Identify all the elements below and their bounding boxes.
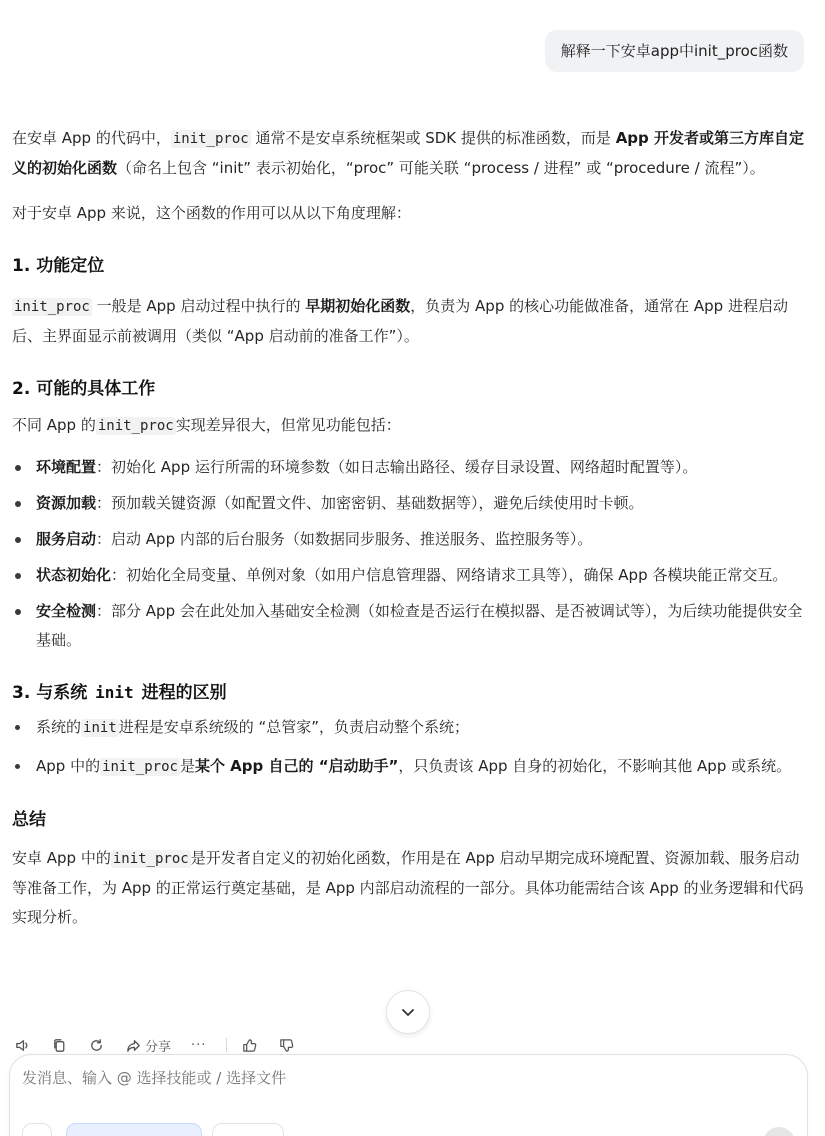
list-item-text: ：启动 App 内部的后台服务（如数据同步服务、推送服务、监控服务等）。 bbox=[96, 530, 593, 548]
skill-chip[interactable] bbox=[66, 1123, 202, 1136]
sec3-item2-c: ，只负责该 App 自身的初始化，不影响其他 App 或系统。 bbox=[398, 757, 792, 775]
list-item-text: ：部分 App 会在此处加入基础安全检测（如检查是否运行在模拟器、是否被调试等），为后续功能提供安全基础。 bbox=[36, 602, 803, 649]
speaker-icon bbox=[14, 1037, 31, 1054]
list-item bbox=[12, 489, 804, 518]
list-item-title: 环境配置 bbox=[36, 458, 97, 476]
message-composer bbox=[9, 1054, 808, 1136]
section-heading-1: 1. 功能定位 bbox=[12, 256, 105, 276]
user-message-bubble: 解释一下安卓app中init_proc函数 bbox=[545, 30, 804, 72]
list-item-title: 资源加载 bbox=[36, 494, 97, 512]
share-label: 分享 bbox=[145, 1039, 172, 1055]
section-3-list bbox=[12, 713, 804, 782]
message-input[interactable] bbox=[22, 1069, 762, 1087]
sec3-item2-code: init_proc bbox=[102, 759, 178, 775]
sec3-item2-bold: 某个 App 自己的 “启动助手” bbox=[194, 757, 399, 775]
regenerate-button[interactable] bbox=[88, 1034, 105, 1056]
sec3-item2-a: App 中的 bbox=[36, 757, 101, 775]
summary-code: init_proc bbox=[112, 851, 189, 867]
copy-icon bbox=[51, 1037, 68, 1054]
sec3-item1-code: init bbox=[83, 720, 117, 736]
section-heading-3 bbox=[12, 679, 804, 707]
section-1-paragraph bbox=[12, 292, 804, 351]
thumbs-up-icon bbox=[241, 1037, 258, 1054]
list-item bbox=[12, 752, 804, 782]
sec3-title-b: 进程的区别 bbox=[135, 683, 227, 703]
chevron-down-icon bbox=[399, 1003, 417, 1021]
intro-text-a: 在安卓 App 的代码中， bbox=[12, 129, 171, 147]
sec1-bold: 早期初始化函数 bbox=[305, 297, 411, 315]
summary-text-a: 安卓 App 中的 bbox=[12, 849, 111, 867]
sec3-item1-a: 系统的 bbox=[36, 718, 82, 736]
more-icon: ··· bbox=[191, 1037, 207, 1053]
message-actions-bar bbox=[14, 1034, 315, 1056]
list-item bbox=[12, 713, 804, 743]
answer-intro bbox=[12, 124, 804, 183]
share-button[interactable] bbox=[125, 1034, 171, 1056]
share-icon bbox=[125, 1037, 142, 1054]
list-item bbox=[12, 525, 804, 554]
attach-button[interactable] bbox=[22, 1123, 52, 1136]
list-item-text: ：初始化 App 运行所需的环境参数（如日志输出路径、缓存目录设置、网络超时配置等）。 bbox=[96, 458, 698, 476]
intro-text-b: 通常不是安卓系统框架或 SDK 提供的标准函数，而是 bbox=[250, 129, 616, 147]
list-item bbox=[12, 453, 804, 482]
sec3-item2-b: 是 bbox=[179, 757, 195, 775]
intro-bold: App 开发者或第三方库自定义的初始化函数 bbox=[12, 129, 804, 177]
list-item-text: ：初始化全局变量、单例对象（如用户信息管理器、网络请求工具等），确保 App 各模块能正常交互。 bbox=[111, 566, 788, 584]
actions-divider bbox=[226, 1038, 227, 1052]
copy-button[interactable] bbox=[51, 1034, 68, 1056]
summary-text-b: 是开发者自定义的初始化函数，作用是在 App 启动早期完成环境配置、资源加载、服务启动等准备工作，为 App 的正常运行奠定基础，是 App 内部启动流程的一部分。具体功能需结合该 App 的业务逻辑和代码实现分析。 bbox=[12, 849, 804, 926]
list-item-text: ：预加载关键资源（如配置文件、加密密钥、基础数据等），避免后续使用时卡顿。 bbox=[96, 494, 644, 512]
sec2-intro-code: init_proc bbox=[97, 418, 174, 434]
sec2-intro-b: 实现差异很大，但常见功能包括： bbox=[175, 416, 401, 434]
sec3-title-a: 3. 与系统 bbox=[12, 683, 94, 703]
list-item-title: 状态初始化 bbox=[36, 566, 112, 584]
option-chip[interactable] bbox=[212, 1123, 284, 1136]
sec1-text-b: ，负责为 App 的核心功能做准备，通常在 App 进程启动后、主界面显示前被调用（类似 “App 启动前的准备工作”）。 bbox=[12, 297, 788, 345]
like-button[interactable] bbox=[241, 1034, 258, 1056]
list-item bbox=[12, 597, 804, 655]
intro-text-c: （命名上包含 “init” 表示初始化，“proc” 可能关联 “process / 进程” 或 “procedure / 流程”）。 bbox=[117, 159, 765, 177]
sec1-code: init_proc bbox=[14, 299, 90, 315]
assistant-answer bbox=[12, 124, 804, 932]
section-heading-2: 2. 可能的具体工作 bbox=[12, 379, 156, 399]
dislike-button[interactable] bbox=[278, 1034, 295, 1056]
sec3-item1-b: 进程是安卓系统级的 “总管家”，负责启动整个系统； bbox=[118, 718, 470, 736]
regenerate-icon bbox=[88, 1037, 105, 1054]
summary-heading: 总结 bbox=[12, 810, 46, 830]
summary-paragraph bbox=[12, 844, 804, 932]
sec3-title-code: init bbox=[95, 683, 134, 702]
more-button[interactable] bbox=[191, 1034, 206, 1056]
answer-lead: 对于安卓 App 来说，这个函数的作用可以从以下角度理解： bbox=[12, 204, 411, 222]
intro-code: init_proc bbox=[172, 131, 249, 147]
sec2-intro-a: 不同 App 的 bbox=[12, 416, 96, 434]
send-button[interactable] bbox=[763, 1127, 795, 1136]
scroll-to-bottom-button[interactable] bbox=[386, 990, 430, 1034]
sec1-text-a: 一般是 App 启动过程中执行的 bbox=[91, 297, 306, 315]
list-item-title: 安全检测 bbox=[36, 602, 97, 620]
section-2-list bbox=[12, 453, 804, 655]
list-item-title: 服务启动 bbox=[36, 530, 97, 548]
read-aloud-button[interactable] bbox=[14, 1034, 31, 1056]
list-item bbox=[12, 561, 804, 590]
thumbs-down-icon bbox=[278, 1037, 295, 1054]
section-2-intro bbox=[12, 411, 804, 441]
